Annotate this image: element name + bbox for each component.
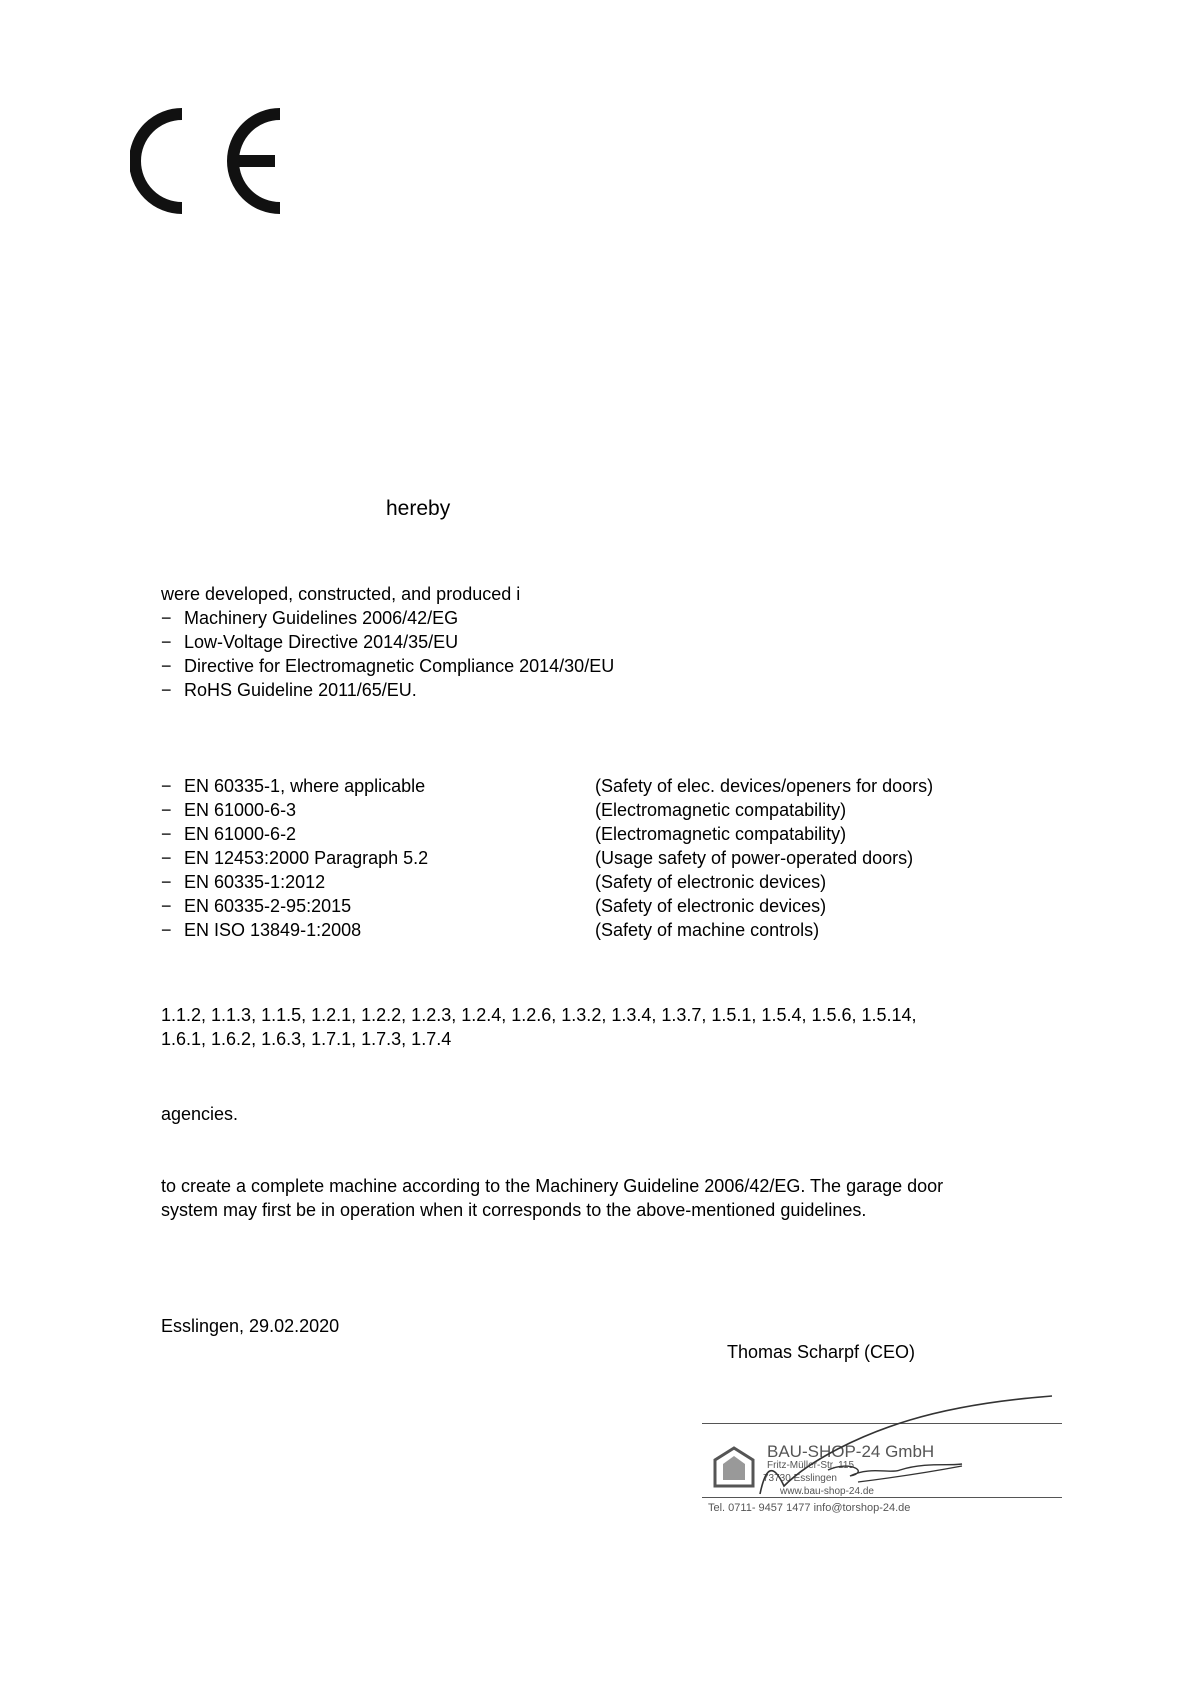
ce-mark-logo (130, 106, 290, 216)
stamp-contact: Tel. 0711- 9457 1477 info@torshop-24.de (708, 1502, 911, 1514)
standard-desc: (Electromagnetic compatability) (595, 824, 847, 844)
standard-desc: (Electromagnetic compatability) (595, 800, 847, 820)
standard-code: EN ISO 13849-1:2008 (184, 920, 362, 940)
standard-code: EN 61000-6-3 (184, 800, 297, 820)
directive-item: − Low-Voltage Directive 2014/35/EU (161, 630, 614, 654)
standard-code: EN 61000-6-2 (184, 824, 297, 844)
stamp-city: 73730 Esslingen (763, 1473, 837, 1484)
directive-item: − RoHS Guideline 2011/65/EU. (161, 678, 614, 702)
standard-item (161, 846, 914, 870)
standard-desc: (Usage safety of power-operated doors) (595, 848, 914, 868)
standard-desc: (Safety of machine controls) (595, 920, 820, 940)
standard-desc: (Safety of electronic devices) (595, 872, 827, 892)
hereby-text: hereby (386, 497, 451, 520)
standard-item (161, 798, 847, 822)
standard-code: EN 12453:2000 Paragraph 5.2 (184, 848, 429, 868)
stamp-street: Fritz-Müller-Str. 115 (767, 1460, 855, 1471)
requirements-line-2: 1.6.1, 1.6.2, 1.6.3, 1.7.1, 1.7.3, 1.7.4 (161, 1029, 452, 1049)
standard-item (161, 870, 827, 894)
handwritten-signature (700, 1390, 1060, 1510)
standard-code: EN 60335-1:2012 (184, 872, 326, 892)
closing-line-1: to create a complete machine according to the Machinery Guideline 2006/42/EG. The garage door (161, 1176, 944, 1196)
standard-item (161, 822, 847, 846)
stamp-web: www.bau-shop-24.de (780, 1486, 874, 1497)
directive-item: − Directive for Electromagnetic Compliance 2014/30/EU (161, 654, 614, 678)
directives-list (161, 606, 614, 702)
standard-code: EN 60335-2-95:2015 (184, 896, 352, 916)
signatory-name: Thomas Scharpf (CEO) (727, 1342, 916, 1362)
standard-item (161, 894, 827, 918)
stamp-company: BAU-SHOP-24 GmbH (767, 1442, 935, 1461)
place-date: Esslingen, 29.02.2020 (161, 1316, 340, 1336)
requirements-line-1: 1.1.2, 1.1.3, 1.1.5, 1.2.1, 1.2.2, 1.2.3, 1.2.4, 1.2.6, 1.3.2, 1.3.4, 1.3.7, 1.5.1, 1.5.4, 1.5.6, 1.5.14, (161, 1005, 917, 1025)
closing-line-2: system may first be in operation when it corresponds to the above-mentioned guidelines. (161, 1200, 867, 1220)
standard-item (161, 774, 934, 798)
standard-desc: (Safety of elec. devices/openers for doors) (595, 776, 934, 796)
standard-code: EN 60335-1, where applicable (184, 776, 426, 796)
directive-item: − Machinery Guidelines 2006/42/EG (161, 606, 614, 630)
standards-list (161, 774, 934, 942)
standard-item (161, 918, 820, 942)
agencies-text: agencies. (161, 1104, 239, 1124)
standard-desc: (Safety of electronic devices) (595, 896, 827, 916)
directives-lead: were developed, constructed, and produced i (161, 584, 521, 604)
